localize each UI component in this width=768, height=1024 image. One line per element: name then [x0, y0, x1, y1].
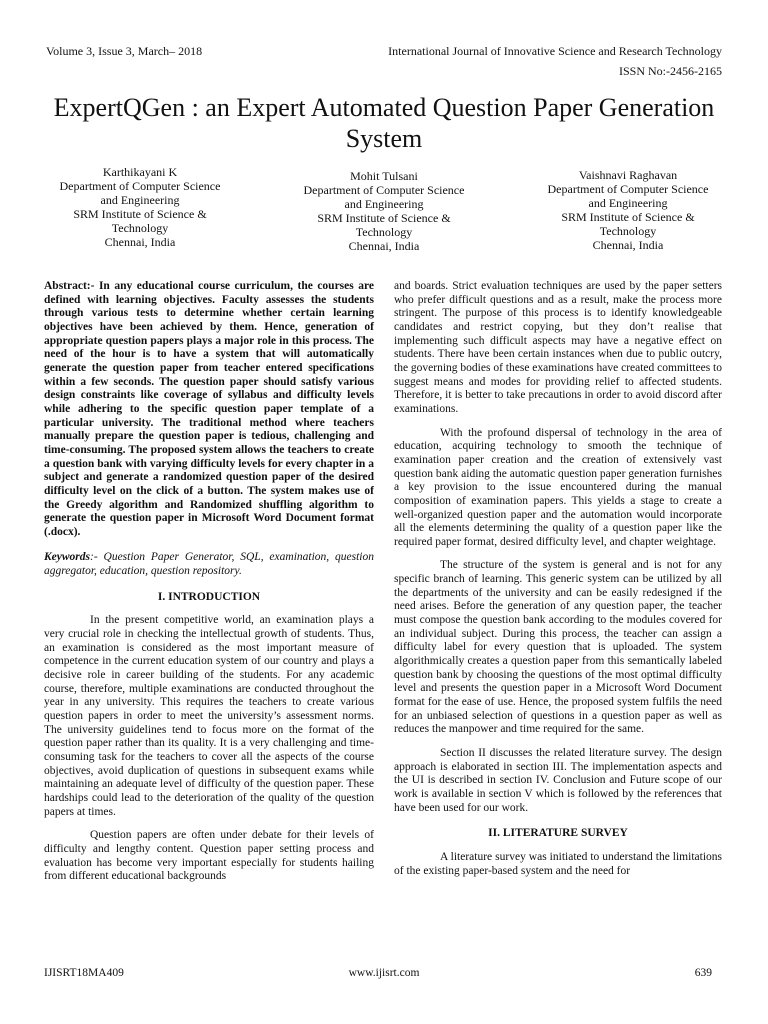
author-institution: SRM Institute of Science & — [73, 207, 207, 221]
footer-website — [0, 967, 768, 979]
keywords-label: Keywords — [44, 551, 90, 564]
author-block-3 — [528, 168, 728, 252]
introduction-paragraph: In the present competitive world, an examination plays a very crucial role in checking the intellectual growth of students. Thus, an examination is considered as the most important measure of competence in the current education system of our country and plays a decisive role in career building of the students. For any academic course, therefore, multiple examinations are conducted throughout the year in any university. This requires the teachers to create various question papers in order to meet the university’s assessment norms. The university guidelines tend to focus more on the format of the question paper rather than its quality. It is a very challenging and time-consuming task for the teachers to cover all the aspects of the course objectives, avoid duplication of questions in subsequent exams while maintaining an adequate level of difficulty of the question paper. These hardships could lead to the deterioration of the quality of the question papers at times. — [44, 614, 374, 818]
author-institution: SRM Institute of Science & — [561, 210, 695, 224]
paper-id: IJISRT18MA409 — [44, 967, 124, 979]
author-block-2 — [284, 169, 484, 253]
author-institution: SRM Institute of Science & — [317, 211, 451, 225]
introduction-paragraph: Question papers are often under debate for their levels of difficulty and lengthy content. Question paper setting process and evaluation has become very important especially for students hailing from different educational backgrounds — [44, 829, 374, 883]
author-institution: Technology — [355, 225, 413, 239]
abstract-text: Abstract:- In any educational course curriculum, the courses are defined with learning objectives. Faculty assesses the students through various tests to determine whether certain learning objectives have been achieved by them. Hence, generation of appropriate question papers plays a major role in this process. The need of the hour is to have a system that will automatically generate the question paper from teacher entered specifications within a few seconds. The question paper should satisfy various design constraints like coverage of syllabus and difficulty levels while adhering to the specific question paper template of a particular university. The traditional method where teachers manually prepare the question paper is tedious, challenging and time-consuming. The proposed system allows the teachers to create a question bank with varying difficulty levels for every chapter in a subject and generate a randomized question paper of the desired difficulty level on the click of a button. The system makes use of the Greedy algorithm and Randomized shuffling algorithm to generate the question paper in Microsoft Word Document format (.docx). — [44, 280, 374, 538]
body-paragraph: The structure of the system is general and is not for any specific branch of learning. This generic system can be utilized by all the departments of the university and can be easily redesigned if the need arises. Before the generation of any question paper, the teacher must compose the question bank according to the modules covered for an individual subject. During this process, the teacher can assign a difficulty label for every question that is uploaded. The system algorithmically creates a question paper from this semantically labeled question bank by choosing the questions of the most optimal difficulty level and presents the question paper in a Microsoft Word Document format for the ease of use. Hence, the proposed system fulfils the need for an unbiased selection of questions in a question paper as well as reduces the manpower and time required for the same. — [394, 559, 722, 736]
literature-paragraph: A literature survey was initiated to understand the limitations of the existing paper-based system and the need for — [394, 850, 722, 877]
author-block-1 — [40, 165, 240, 249]
author-name: Karthikayani K — [102, 165, 178, 179]
author-department: Department of Computer Science — [303, 183, 465, 197]
author-department: and Engineering — [100, 193, 180, 207]
author-city: Chennai, India — [592, 238, 664, 252]
author-city: Chennai, India — [104, 235, 176, 249]
left-column — [44, 280, 374, 884]
author-name: Mohit Tulsani — [350, 169, 418, 183]
body-paragraph: With the profound dispersal of technology in the area of education, acquiring technology to smooth the technique of examination paper creation and the creation of extensively vast question bank aiding the automatic question paper generation furnishes a key provision to the issue encountered during the manual composition of examination papers. This yields a stage to create a well-organized question paper and the automation would incorporate all the elements determining the quality of a question paper like the required paper format, desired difficulty level, and chapter weightage. — [394, 426, 722, 548]
section-heading-literature-survey: II. LITERATURE SURVEY — [488, 827, 628, 840]
body-paragraph: Section II discusses the related literature survey. The design approach is elaborated in section III. The implementation aspects and the UI is described in section IV. Conclusion and Future scope of our work is available in section V which is followed by the references that have been used for our work. — [394, 747, 722, 814]
journal-volume-issue: Volume 3, Issue 3, March– 2018 — [46, 44, 203, 58]
paper-title: ExpertQGen : an Expert Automated Question Paper Generation System — [53, 93, 715, 153]
issn-number: ISSN No:-2456-2165 — [618, 64, 722, 78]
author-department: Department of Computer Science — [59, 179, 221, 193]
author-department: and Engineering — [588, 196, 668, 210]
page-number: 639 — [694, 967, 712, 979]
author-department: Department of Computer Science — [547, 182, 709, 196]
right-column — [394, 280, 722, 878]
author-institution: Technology — [599, 224, 657, 238]
journal-name: International Journal of Innovative Science and Research Technology — [388, 44, 722, 58]
body-paragraph: and boards. Strict evaluation techniques are used by the paper setters who prefer difficult questions and as a result, make the process more stringent. The purpose of this process is to identify knowledgeable candidates and restrict copying, but they don’t realise that implementing such difficult aspects may have a negative effect on students. There have been certain instances when due to public outcry, the governing bodies of these examinations have created committees to suggest means and modes for providing relief to affected students. Therefore, it is better to take precautions in order to avoid discord after examinations. — [394, 280, 722, 415]
author-institution: Technology — [111, 221, 169, 235]
keywords-text: :- Question Paper Generator, SQL, examination, question aggregator, education, question repository. — [44, 551, 374, 578]
author-department: and Engineering — [344, 197, 424, 211]
keywords-paragraph — [44, 551, 374, 578]
section-heading-introduction: I. INTRODUCTION — [157, 590, 261, 603]
author-name: Vaishnavi Raghavan — [578, 168, 678, 182]
website-link[interactable]: www.ijisrt.com — [348, 967, 420, 979]
author-city: Chennai, India — [348, 239, 420, 253]
